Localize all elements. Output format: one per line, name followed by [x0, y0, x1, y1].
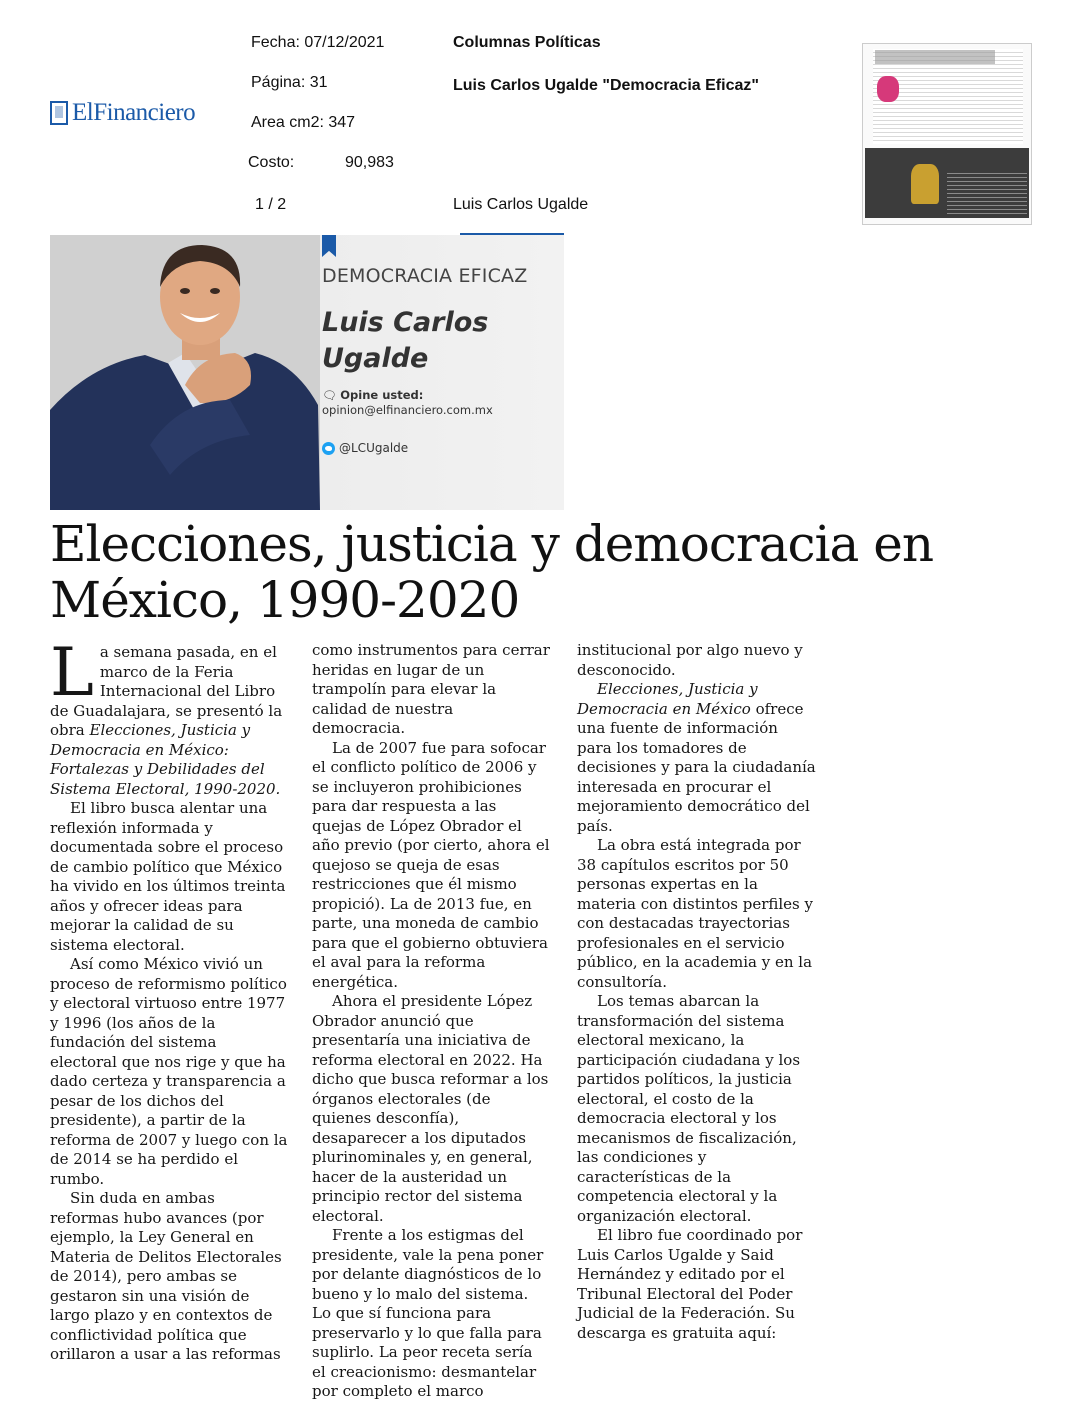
area-value: 347	[328, 114, 356, 131]
paragraph: El libro busca alentar una reflexión informada y documentada sobre el proceso de cambio político que México ha vivido en los últimos treinta años y ofrecer ideas para mejorar la calidad de su sistema electoral.	[50, 799, 286, 954]
paragraph: Los temas abarcan la transformación del sistema electoral mexicano, la participación ciudadana y los partidos políticos, la justicia electoral, el costo de la democracia electoral y los mecanismos de fiscalización, las condiciones y características de la competencia electoral y la organización electoral.	[577, 992, 801, 1225]
contact-email: opinion@elfinanciero.com.mx	[322, 403, 493, 417]
paragraph: Así como México vivió un proceso de reformismo político y electoral virtuoso entre 1977 y 1996 (los años de la fundación del sistema electoral que nos rige y que ha dado certeza y transparencia a pesar de los dichos del presidente), a partir de la reforma de 2007 y luego con la de 2014 se ha perdido el rumbo.	[50, 955, 288, 1188]
paragraph: Ahora el presidente López Obrador anunció que presentaría una iniciativa de reforma electoral en 2022. Ha dicho que busca reformar a los órganos electorales (de quienes desconfía), desaparecer a los diputados plurinominales y, en general, hacer de la austeridad un principio rector del sistema electoral.	[312, 992, 549, 1225]
book-title: Elecciones, Justicia y Democracia en México: Fortalezas y Debilidades del Sistema Electoral, 1990-2020.	[50, 721, 281, 798]
author-last-name: Ugalde	[322, 343, 429, 374]
article-column-1	[50, 634, 288, 1365]
author-meta: Luis Carlos Ugalde	[453, 196, 589, 213]
article-column-3	[577, 641, 817, 1343]
drop-cap: L	[50, 634, 94, 711]
column-author-name	[322, 305, 542, 377]
article-headline: Elecciones, justicia y democracia en México, 1990-2020	[50, 515, 934, 629]
logo-text: ElFinanciero	[72, 99, 196, 126]
twitter-handle-row	[322, 441, 408, 455]
costo-value: 90,983	[345, 154, 394, 171]
area-label: Area cm2:	[251, 114, 324, 131]
opine-label: Opine usted:	[340, 388, 424, 402]
thumbnail-title-bar	[875, 50, 995, 64]
paragraph: institucional por algo nuevo y desconocido.	[577, 641, 803, 679]
twitter-handle: @LCUgalde	[339, 441, 409, 455]
column-title: Luis Carlos Ugalde "Democracia Eficaz"	[453, 77, 759, 94]
pagina-row	[251, 74, 328, 92]
pagina-value: 31	[309, 74, 328, 91]
logo-mark-icon	[50, 101, 68, 125]
area-row	[251, 114, 355, 132]
opine-block	[322, 388, 493, 418]
author-first-names: Luis Carlos	[322, 307, 489, 338]
column-masthead	[50, 235, 564, 510]
fecha-value: 07/12/2021	[304, 34, 385, 51]
paragraph: como instrumentos para cerrar heridas en lugar de un trampolín para elevar la calidad de nuestra democracia.	[312, 641, 550, 737]
thumbnail-author-photo	[911, 164, 939, 204]
article-column-2	[312, 641, 550, 1402]
thumbnail-photo	[877, 76, 899, 102]
author-portrait	[50, 235, 320, 510]
bookmark-icon	[322, 235, 336, 257]
paragraph: El libro fue coordinado por Luis Carlos Ugalde y Said Hernández y editado por el Tribunal Electoral del Poder Judicial de la Federación. Su descarga es gratuita aquí:	[577, 1226, 803, 1342]
paragraph: La de 2007 fue para sofocar el conflicto político de 2006 y se incluyeron prohibiciones para dar respuesta a las quejas de López Obrador el año previo (por cierto, ahora el quejoso se queja de esas restricciones que él mismo propició). La de 2013 fue, en parte, una moneda de cambio para que el gobierno obtuviera el aval para la reforma energética.	[312, 738, 550, 991]
book-title: Elecciones, Justicia y Democracia en México	[577, 680, 758, 718]
newspaper-logo	[50, 98, 226, 128]
page-thumbnail	[862, 43, 1032, 225]
paragraph: Elecciones, Justicia y Democracia en México ofrece una fuente de información para los tomadores de decisiones y para la ciudadanía interesada en procurar el mejoramiento democrático del país.	[577, 680, 816, 835]
fecha-row	[251, 34, 384, 52]
paragraph: La semana pasada, en el marco de la Feria Internacional del Libro de Guadalajara, se presentó la obra Elecciones, Justicia y Democracia en México: Fortalezas y Debilidades del Sistema Electoral, 1990-2020.	[50, 634, 283, 798]
paragraph: Frente a los estigmas del presidente, vale la pena poner por delante diagnósticos de lo bueno y lo malo del sistema. Lo que sí funciona para preservarlo y lo que falla para suplirlo. La peor receta sería el creacionismo: desmantelar por completo el marco	[312, 1226, 544, 1400]
speech-bubble-icon: 🗨	[322, 388, 337, 402]
twitter-icon	[322, 442, 335, 455]
page-count: 1 / 2	[255, 196, 287, 213]
fecha-label: Fecha:	[251, 34, 300, 51]
thumbnail-column	[947, 170, 987, 214]
section-name: Columnas Políticas	[453, 34, 601, 51]
paragraph: La obra está integrada por 38 capítulos escritos por 50 personas expertas en la materia con distintos perfiles y con destacadas trayectorias profesionales en el servicio público, en la academia y en la consultoría.	[577, 836, 813, 991]
thumbnail-column	[987, 170, 1027, 214]
pagina-label: Página:	[251, 74, 306, 91]
paragraph: Sin duda en ambas reformas hubo avances (por ejemplo, la Ley General en Materia de Delitos Electorales de 2014), pero ambas se gestaron sin una visión de largo plazo y en contextos de conflictividad política que orillaron a usar a las reformas	[50, 1189, 282, 1363]
column-section-label: DEMOCRACIA EFICAZ	[322, 265, 528, 287]
costo-label: Costo:	[248, 154, 295, 171]
